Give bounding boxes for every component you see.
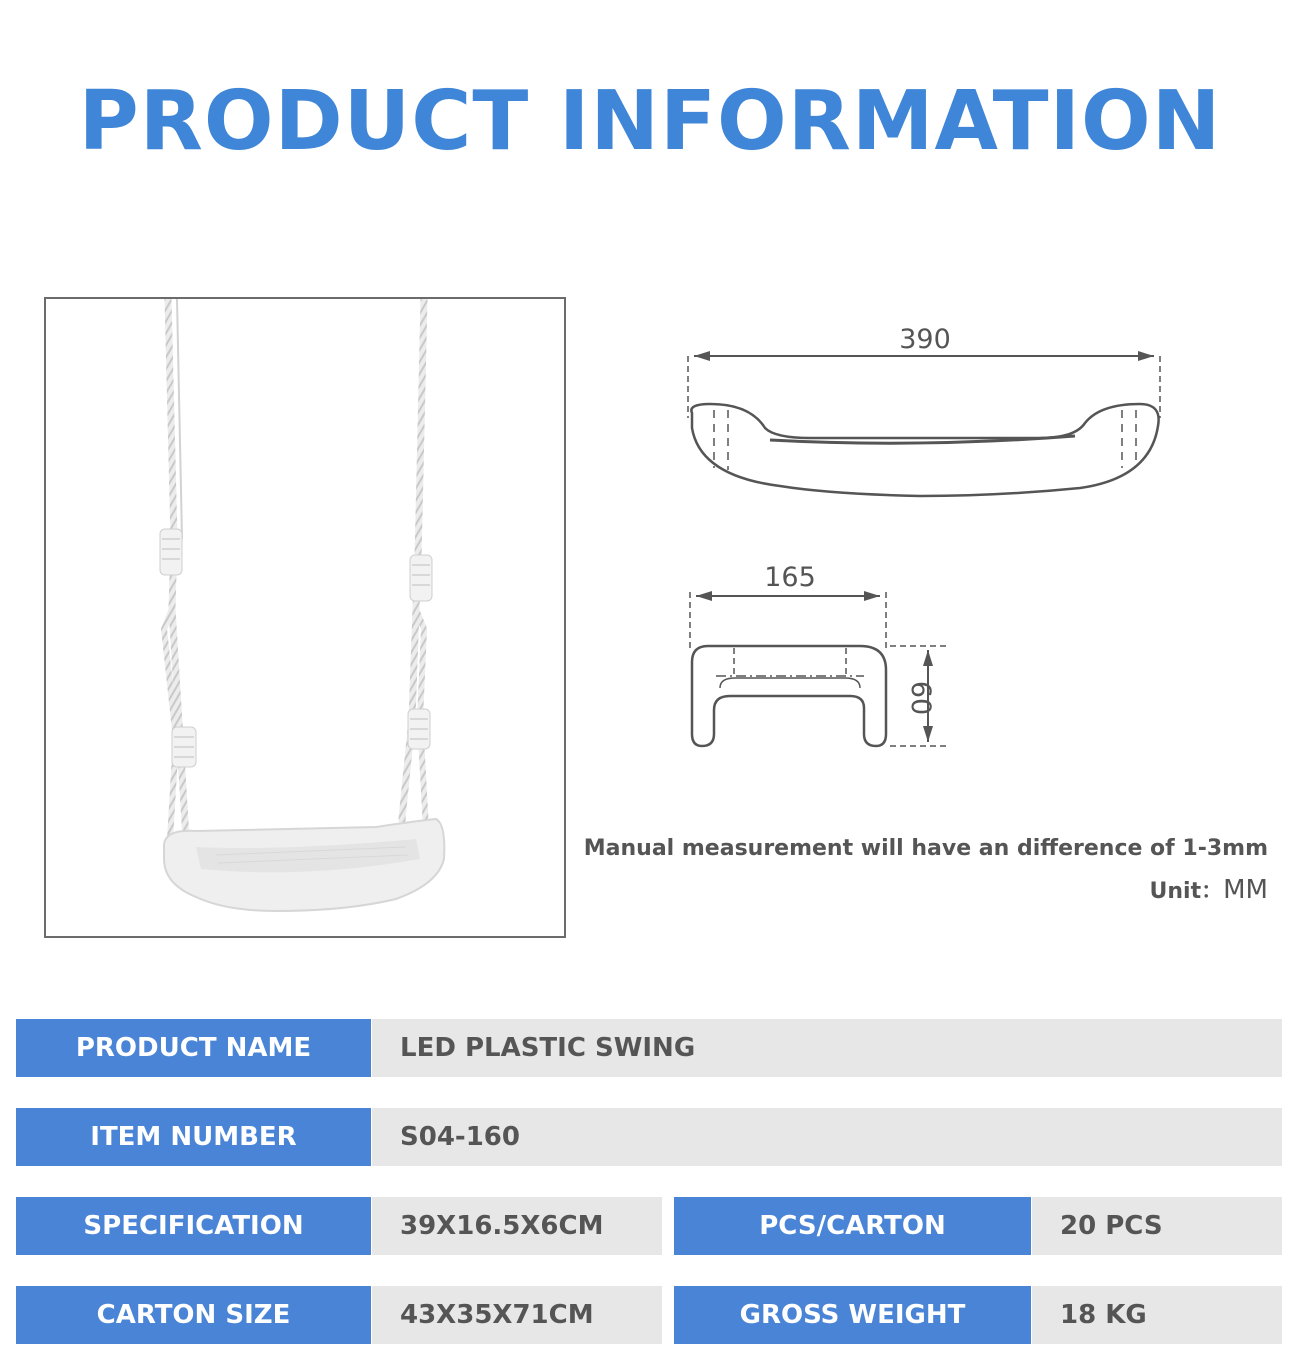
gross-weight-label: GROSS WEIGHT <box>674 1286 1031 1344</box>
pcs-carton-label: PCS/CARTON <box>674 1197 1031 1255</box>
length-dimension: 390 <box>899 324 951 355</box>
height-dimension: 60 <box>905 680 936 716</box>
product-name-label: PRODUCT NAME <box>16 1019 371 1077</box>
spec-row-item-number <box>16 1108 1282 1166</box>
item-number-label: ITEM NUMBER <box>16 1108 371 1166</box>
carton-size-label: CARTON SIZE <box>16 1286 371 1344</box>
page-title: PRODUCT INFORMATION <box>78 74 1222 169</box>
measurement-note: Manual measurement will have an difference of 1-3mm <box>583 836 1268 861</box>
specification-value: 39X16.5X6CM <box>372 1197 662 1255</box>
carton-size-value: 43X35X71CM <box>372 1286 662 1344</box>
specification-label: SPECIFICATION <box>16 1197 371 1255</box>
item-number-value: S04-160 <box>372 1108 1282 1166</box>
unit-note <box>1150 874 1268 905</box>
product-name-value: LED PLASTIC SWING <box>372 1019 1282 1077</box>
unit-value: MM <box>1223 875 1268 905</box>
spec-row-specification <box>16 1197 1282 1255</box>
pcs-carton-value: 20 PCS <box>1032 1197 1282 1255</box>
gross-weight-value: 18 KG <box>1032 1286 1282 1344</box>
unit-label: Unit： <box>1149 879 1224 904</box>
swing-image <box>46 299 564 936</box>
product-photo <box>44 297 566 938</box>
spec-row-product-name <box>16 1019 1282 1077</box>
spec-row-carton-size <box>16 1286 1282 1344</box>
width-dimension: 165 <box>764 562 816 593</box>
seat-side-drawing <box>680 558 960 762</box>
seat-top-drawing <box>680 318 1180 512</box>
